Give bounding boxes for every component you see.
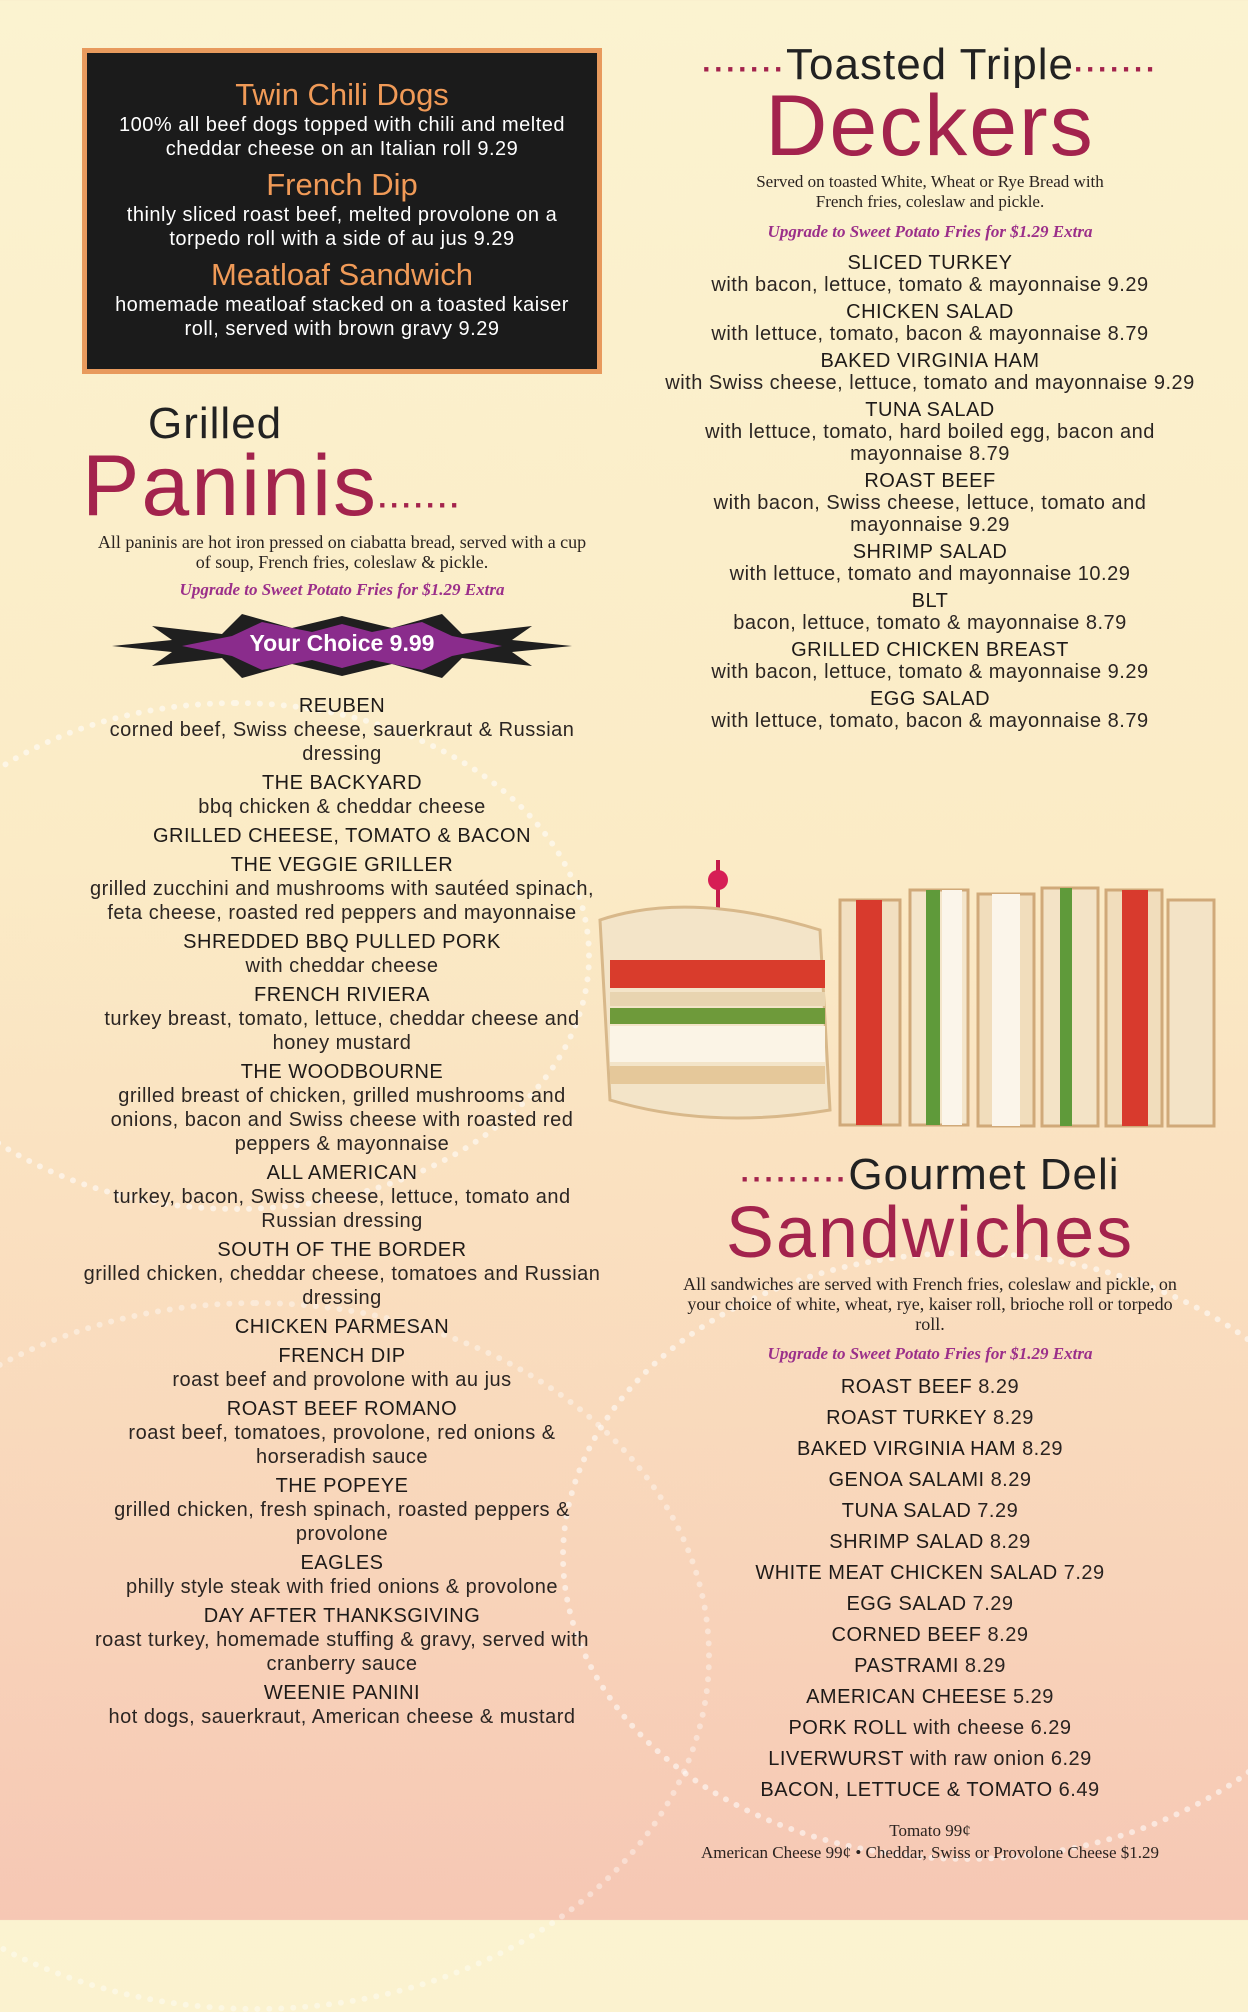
menu-item-desc: philly style steak with fried onions & provolone — [126, 1576, 558, 1598]
menu-item — [660, 688, 1200, 732]
menu-item-name: ROAST BEEF ROMANO — [226, 1398, 458, 1420]
deli-item — [660, 1682, 1200, 1713]
menu-item — [660, 590, 1200, 634]
specials-box — [82, 48, 602, 374]
deli-section — [660, 1150, 1200, 1864]
deli-list — [660, 1372, 1200, 1806]
deli-item-name: LIVERWURST — [768, 1748, 904, 1770]
deli-intro: All sandwiches are served with French fries, coleslaw and pickle, on your choice of white, wheat, rye, kaiser roll, brioche roll or torpedo roll. — [683, 1274, 1177, 1334]
menu-item-name: SHREDDED BBQ PULLED PORK — [183, 931, 501, 953]
menu-item-name: TUNA SALAD — [865, 399, 995, 421]
menu-item — [82, 1474, 602, 1546]
menu-item-name: THE POPEYE — [275, 1475, 409, 1497]
deli-item-extra: with raw onion — [909, 1748, 1045, 1770]
menu-item-name: BLT — [911, 590, 949, 612]
menu-item-desc: grilled chicken, cheddar cheese, tomatoes and Russian dressing — [83, 1263, 601, 1309]
deli-footer-tomato: Tomato 99¢ — [889, 1821, 971, 1840]
deckers-upgrade-note: Upgrade to Sweet Potato Fries for $1.29 Extra — [767, 222, 1093, 241]
menu-item-name: GRILLED CHICKEN BREAST — [791, 639, 1069, 661]
deli-item — [660, 1651, 1200, 1682]
menu-item-desc: roast turkey, homemade stuffing & gravy, served with cranberry sauce — [95, 1629, 589, 1675]
menu-item-desc: grilled breast of chicken, grilled mushrooms and onions, bacon and Swiss cheese with roasted red peppers & mayonnaise — [110, 1085, 574, 1155]
menu-item-desc: turkey breast, tomato, lettuce, cheddar cheese and honey mustard — [104, 1008, 580, 1054]
menu-item-name: FRENCH DIP — [278, 1345, 406, 1367]
deli-item-price: 6.49 — [1058, 1779, 1100, 1801]
special-name: Meatloaf Sandwich — [211, 257, 473, 292]
deli-footer-cheese: American Cheese 99¢ • Cheddar, Swiss or Provolone Cheese $1.29 — [700, 1843, 1160, 1862]
menu-item-desc: with bacon, lettuce, tomato & mayonnaise 9.29 — [711, 274, 1149, 296]
deli-dots: ········· — [740, 1163, 849, 1196]
special-name: Twin Chili Dogs — [235, 77, 449, 112]
paninis-small-title: Grilled — [148, 399, 283, 448]
paninis-title-row — [82, 438, 602, 534]
menu-item — [660, 639, 1200, 683]
paninis-big-title: Paninis — [82, 438, 379, 534]
deckers-big-title: Deckers — [765, 78, 1095, 174]
special-name: French Dip — [266, 167, 418, 202]
your-choice-badge — [112, 612, 572, 680]
your-choice-text: Your Choice 9.99 — [249, 630, 435, 656]
deli-item — [660, 1403, 1200, 1434]
menu-item-name: WEENIE PANINI — [263, 1682, 421, 1704]
menu-item-name: CHICKEN SALAD — [846, 301, 1014, 323]
menu-item — [82, 824, 602, 848]
deli-item-name: CORNED BEEF — [831, 1624, 982, 1646]
menu-item-desc: bbq chicken & cheddar cheese — [198, 796, 486, 818]
deli-item-extra: with cheese — [913, 1717, 1025, 1739]
deckers-dots-left: ······· — [702, 53, 787, 86]
menu-item — [660, 399, 1200, 465]
deli-item-price: 8.29 — [1022, 1438, 1063, 1460]
special-item — [103, 257, 581, 341]
deli-item — [660, 1589, 1200, 1620]
menu-item-desc: with lettuce, tomato, bacon & mayonnaise 8.79 — [711, 323, 1149, 345]
paninis-list — [82, 694, 602, 1729]
deli-item — [660, 1713, 1200, 1744]
menu-item — [660, 541, 1200, 585]
deli-upgrade-note: Upgrade to Sweet Potato Fries for $1.29 Extra — [767, 1344, 1093, 1363]
deli-item — [660, 1372, 1200, 1403]
menu-item-name: GRILLED CHEESE, TOMATO & BACON — [152, 825, 532, 847]
deli-item — [660, 1620, 1200, 1651]
menu-item-desc: with bacon, Swiss cheese, lettuce, tomato and mayonnaise 9.29 — [713, 492, 1147, 536]
right-column — [660, 40, 1200, 737]
menu-item-name: CHICKEN PARMESAN — [234, 1316, 450, 1338]
menu-item — [82, 1060, 602, 1156]
menu-item-desc: corned beef, Swiss cheese, sauerkraut & Russian dressing — [109, 719, 575, 765]
menu-item-name: SOUTH OF THE BORDER — [217, 1239, 467, 1261]
deckers-intro: Served on toasted White, Wheat or Rye Bread with French fries, coleslaw and pickle. — [756, 172, 1104, 211]
menu-item-name: DAY AFTER THANKSGIVING — [203, 1605, 481, 1627]
menu-item-desc: turkey, bacon, Swiss cheese, lettuce, tomato and Russian dressing — [113, 1186, 571, 1232]
menu-item — [82, 1238, 602, 1310]
deli-item-name: SHRIMP SALAD — [829, 1531, 984, 1553]
deckers-dots-right: ······· — [1073, 53, 1158, 86]
menu-item — [82, 1551, 602, 1599]
deli-item-name: PASTRAMI — [854, 1655, 959, 1677]
deli-item-name: TUNA SALAD — [841, 1500, 972, 1522]
deli-item-price: 7.29 — [977, 1500, 1019, 1522]
menu-item-desc: with Swiss cheese, lettuce, tomato and mayonnaise 9.29 — [665, 372, 1195, 394]
menu-item — [82, 1681, 602, 1729]
menu-item-name: EGG SALAD — [869, 688, 991, 710]
deli-item-price: 8.29 — [989, 1531, 1031, 1553]
menu-item — [82, 771, 602, 819]
menu-item-desc: with lettuce, tomato, bacon & mayonnaise 8.79 — [711, 710, 1149, 732]
deli-item-price: 8.29 — [992, 1407, 1034, 1429]
deli-item — [660, 1434, 1200, 1465]
menu-item — [660, 470, 1200, 536]
deli-item-name: ROAST BEEF — [840, 1376, 973, 1398]
menu-item-name: ALL AMERICAN — [266, 1162, 418, 1184]
menu-item-name: SLICED TURKEY — [847, 252, 1013, 274]
menu-item-desc: roast beef and provolone with au jus — [172, 1369, 512, 1391]
paninis-intro: All paninis are hot iron pressed on ciabatta bread, served with a cup of soup, French fries, coleslaw & pickle. — [97, 532, 587, 572]
deli-item-name: EGG SALAD — [846, 1593, 967, 1615]
deli-item-price: 6.29 — [1050, 1748, 1092, 1770]
menu-item-desc: with lettuce, tomato and mayonnaise 10.29 — [729, 563, 1131, 585]
deli-item-name: ROAST TURKEY — [826, 1407, 987, 1429]
deli-item-price: 8.29 — [964, 1655, 1006, 1677]
menu-item-name: REUBEN — [298, 695, 386, 717]
deli-item-price: 8.29 — [987, 1624, 1029, 1646]
deli-item — [660, 1465, 1200, 1496]
menu-item-name: THE BACKYARD — [261, 772, 423, 794]
menu-item — [82, 930, 602, 978]
menu-item — [82, 1161, 602, 1233]
menu-item — [660, 350, 1200, 394]
menu-item — [82, 1315, 602, 1339]
paninis-upgrade-note: Upgrade to Sweet Potato Fries for $1.29 Extra — [179, 580, 505, 599]
menu-item-desc: with bacon, lettuce, tomato & mayonnaise 9.29 — [711, 661, 1149, 683]
menu-item — [82, 694, 602, 766]
deli-item-price: 8.29 — [990, 1469, 1032, 1491]
menu-item — [660, 301, 1200, 345]
menu-item — [82, 1397, 602, 1469]
deli-item — [660, 1496, 1200, 1527]
special-desc: thinly sliced roast beef, melted provolone on a torpedo roll with a side of au jus 9.29 — [126, 204, 558, 250]
menu-item-desc: with cheddar cheese — [245, 955, 439, 977]
menu-item-name: THE WOODBOURNE — [240, 1061, 444, 1083]
menu-item-desc: bacon, lettuce, tomato & mayonnaise 8.79 — [733, 612, 1127, 634]
left-column — [82, 48, 602, 1734]
menu-item — [82, 983, 602, 1055]
deli-item-price: 7.29 — [1063, 1562, 1105, 1584]
deli-item-name: AMERICAN CHEESE — [806, 1686, 1007, 1708]
menu-item-desc: roast beef, tomatoes, provolone, red onions & horseradish sauce — [128, 1422, 556, 1468]
deli-item — [660, 1775, 1200, 1806]
deli-item-name: GENOA SALAMI — [828, 1469, 985, 1491]
special-item — [103, 167, 581, 251]
menu-item — [660, 252, 1200, 296]
deckers-small-title: Toasted Triple — [786, 40, 1074, 89]
deli-item-name: BAKED VIRGINIA HAM — [797, 1438, 1017, 1460]
menu-item-desc: with lettuce, tomato, hard boiled egg, bacon and mayonnaise 8.79 — [705, 421, 1155, 465]
menu-item-desc: grilled chicken, fresh spinach, roasted peppers & provolone — [114, 1499, 570, 1545]
deli-item — [660, 1558, 1200, 1589]
deli-small-title: Gourmet Deli — [848, 1150, 1120, 1199]
special-item — [103, 77, 581, 161]
menu-item — [82, 1344, 602, 1392]
club-sandwich-image — [590, 860, 1220, 1140]
menu-item-name: SHRIMP SALAD — [852, 541, 1008, 563]
menu-item-name: EAGLES — [300, 1552, 384, 1574]
deli-item-price: 5.29 — [1012, 1686, 1054, 1708]
deli-item-price: 7.29 — [972, 1593, 1014, 1615]
menu-item-name: ROAST BEEF — [864, 470, 996, 492]
menu-item — [82, 853, 602, 925]
deli-item-name: WHITE MEAT CHICKEN SALAD — [755, 1562, 1058, 1584]
deli-item-price: 8.29 — [978, 1376, 1020, 1398]
deli-item — [660, 1527, 1200, 1558]
special-desc: 100% all beef dogs topped with chili and melted cheddar cheese on an Italian roll 9.29 — [119, 114, 565, 160]
deli-item-price: 6.29 — [1030, 1717, 1072, 1739]
paninis-header — [82, 399, 602, 534]
menu-item — [82, 1604, 602, 1676]
special-desc: homemade meatloaf stacked on a toasted kaiser roll, served with brown gravy 9.29 — [115, 294, 569, 340]
paninis-dots: ······· — [378, 489, 462, 522]
menu-item-desc: hot dogs, sauerkraut, American cheese & mustard — [108, 1706, 576, 1728]
deli-item-name: PORK ROLL — [788, 1717, 908, 1739]
menu-item-desc: grilled zucchini and mushrooms with sautéed spinach, feta cheese, roasted red peppers and mayonnaise — [89, 878, 595, 924]
menu-item-name: BAKED VIRGINIA HAM — [820, 350, 1040, 372]
deli-item — [660, 1744, 1200, 1775]
menu-item-name: FRENCH RIVIERA — [254, 984, 430, 1006]
deckers-list — [660, 252, 1200, 732]
deli-big-title: Sandwiches — [725, 1193, 1135, 1273]
deli-item-name: BACON, LETTUCE & TOMATO — [760, 1779, 1053, 1801]
menu-item-name: THE VEGGIE GRILLER — [230, 854, 454, 876]
